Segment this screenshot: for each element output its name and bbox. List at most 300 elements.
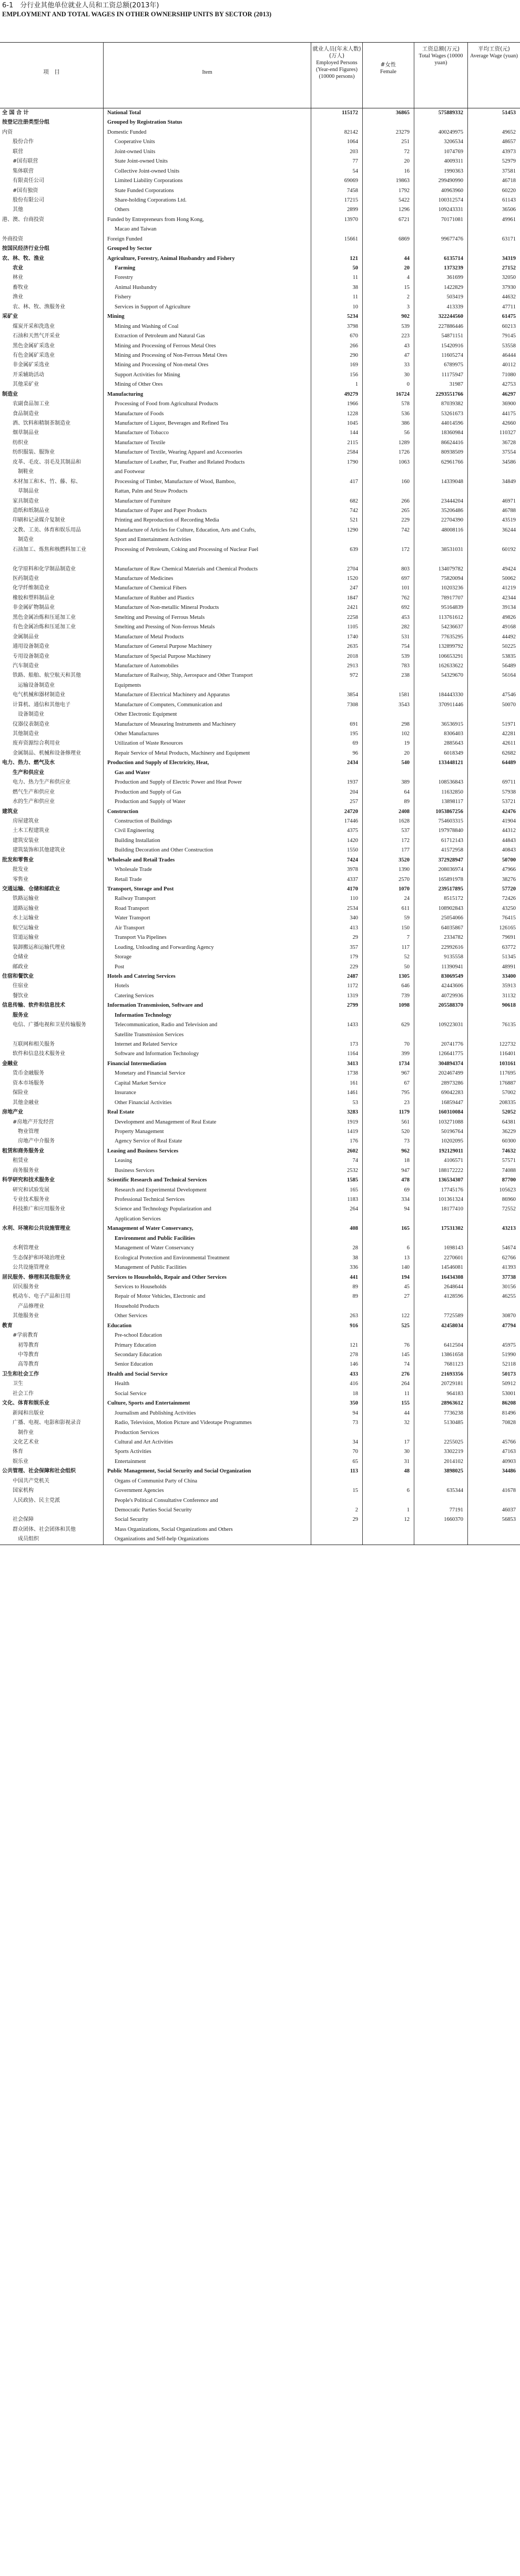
row-label-cn: 化学原料和化学制品制造业 xyxy=(7,566,76,572)
employed-value: 639 xyxy=(350,546,358,553)
row-label-cn: 农副食品加工业 xyxy=(7,401,49,407)
table-row xyxy=(0,1321,520,1331)
average-wage-value: 34486 xyxy=(502,1468,516,1475)
employed-value: 290 xyxy=(350,352,358,358)
total-wages-value: 6018349 xyxy=(444,750,463,756)
total-wages-value: 40729936 xyxy=(441,993,463,999)
row-label-en: Domestic Funded xyxy=(107,129,147,135)
average-wage-value: 56164 xyxy=(502,673,516,679)
average-wage-value: 54674 xyxy=(502,1245,516,1251)
row-label-cn: #房地产开发经营 xyxy=(7,1119,54,1125)
table-row xyxy=(0,244,520,254)
table-row xyxy=(0,1205,520,1214)
employed-value: 94 xyxy=(352,1410,358,1416)
table-row xyxy=(0,118,520,127)
average-wage-value: 36900 xyxy=(502,401,516,407)
female-value: 783 xyxy=(401,663,410,669)
employed-value: 2584 xyxy=(347,449,358,456)
table-row xyxy=(0,1457,520,1467)
employed-value: 1183 xyxy=(347,1197,358,1202)
total-wages-value: 54871151 xyxy=(441,333,463,339)
row-label-en: Entertainment xyxy=(115,1458,146,1465)
total-wages-value: 635344 xyxy=(446,1488,463,1494)
average-wage-value: 37930 xyxy=(502,284,516,290)
average-wage-value: 41904 xyxy=(502,818,516,824)
table-row xyxy=(0,1011,520,1020)
table-row xyxy=(0,797,520,807)
female-value: 1390 xyxy=(399,867,410,873)
total-wages-value: 83069549 xyxy=(441,973,463,979)
employed-value: 38 xyxy=(352,1255,358,1261)
average-wage-value: 44632 xyxy=(502,294,516,300)
average-wage-value: 36506 xyxy=(502,207,516,213)
table-row xyxy=(0,826,520,836)
row-label-cn: 保险业 xyxy=(7,1090,28,1096)
female-value: 697 xyxy=(401,576,410,582)
row-label-en: Manufacture of Special Purpose Machinery xyxy=(115,653,211,659)
row-label-en: Mining and Processing of Non-Ferrous Metal Ores xyxy=(115,352,228,358)
employed-value: 15 xyxy=(352,1488,358,1494)
employed-value: 742 xyxy=(350,507,358,514)
average-wage-value: 37738 xyxy=(502,1274,516,1280)
employed-value: 1228 xyxy=(347,410,358,417)
table-row xyxy=(0,467,520,477)
average-wage-value: 39134 xyxy=(502,605,516,611)
row-label-cn: 软件和信息技术服务业 xyxy=(7,1051,65,1057)
table-row xyxy=(0,894,520,904)
row-label-cn: 公共设施管理业 xyxy=(7,1265,49,1271)
total-wages-value: 61712143 xyxy=(441,837,463,844)
employed-value: 1 xyxy=(355,382,358,388)
row-label-cn: 住宿业 xyxy=(7,983,28,989)
female-value: 155 xyxy=(401,1400,410,1407)
row-label-cn: 建筑业 xyxy=(2,808,18,815)
row-label-en: Foreign Funded xyxy=(107,236,142,242)
title-english: EMPLOYMENT AND TOTAL WAGES IN OTHER OWNERSHIP UNITS BY SECTOR (2013) xyxy=(2,11,272,18)
employed-value: 110 xyxy=(350,896,358,902)
table-row xyxy=(0,322,520,332)
employed-value: 1966 xyxy=(347,401,358,407)
average-wage-value: 45766 xyxy=(502,1439,516,1445)
employed-value: 1433 xyxy=(347,1022,358,1028)
average-wage-value: 50700 xyxy=(502,857,516,863)
employed-value: 257 xyxy=(350,799,358,805)
header-employed-en: Employed Persons (Year-end Figures) (10000 persons) xyxy=(316,60,358,79)
row-label-en: Manufacture of Articles for Culture, Education, Arts and Crafts, xyxy=(115,527,256,533)
row-label-cn: 邮政业 xyxy=(7,964,28,970)
row-label-cn: 教育 xyxy=(2,1322,13,1329)
row-label-en: Construction of Buildings xyxy=(115,818,172,824)
row-label-cn: 国家机构 xyxy=(7,1488,34,1494)
female-value: 165 xyxy=(401,1226,410,1232)
average-wage-value: 57002 xyxy=(502,1090,516,1096)
table-row xyxy=(0,225,520,234)
female-value: 2408 xyxy=(399,808,410,815)
average-wage-value: 46255 xyxy=(502,1294,516,1300)
total-wages-value: 22992616 xyxy=(441,944,463,950)
row-label-cn: 有限责任公司 xyxy=(7,178,44,184)
row-label-cn: 农、林、牧、渔业 xyxy=(2,255,44,262)
table-row xyxy=(0,360,520,370)
employed-value: 115172 xyxy=(342,110,358,116)
table-row xyxy=(0,991,520,1001)
female-value: 1179 xyxy=(399,1109,410,1116)
average-wage-value: 48657 xyxy=(502,139,516,145)
employed-value: 176 xyxy=(350,1138,358,1145)
female-value: 6 xyxy=(406,1245,410,1251)
employed-value: 1164 xyxy=(347,1051,358,1057)
row-label-cn: 通用设备制造业 xyxy=(7,644,49,650)
female-value: 30 xyxy=(404,372,410,378)
table-row xyxy=(0,836,520,846)
employed-value: 1419 xyxy=(347,1128,358,1135)
header-item-cn xyxy=(0,43,103,108)
total-wages-value: 7736238 xyxy=(444,1410,463,1416)
total-wages-value: 44014596 xyxy=(441,420,463,426)
total-wages-value: 133448121 xyxy=(438,760,463,766)
total-wages-value: 48008116 xyxy=(441,527,463,533)
table-row xyxy=(0,1118,520,1127)
table-row xyxy=(0,1001,520,1010)
employed-value: 18 xyxy=(352,1390,358,1397)
table-row xyxy=(0,642,520,651)
female-value: 3520 xyxy=(399,857,410,863)
row-label-cn: 皮革、毛皮、羽毛及其制品和 xyxy=(7,459,81,465)
employed-value: 3798 xyxy=(347,323,358,329)
female-value: 1063 xyxy=(399,459,410,465)
table-row xyxy=(0,914,520,923)
female-value: 36865 xyxy=(395,110,410,116)
table-row xyxy=(0,351,520,360)
table-row xyxy=(0,215,520,225)
female-value: 739 xyxy=(401,993,410,999)
female-value: 6869 xyxy=(399,236,410,242)
employed-value: 4375 xyxy=(347,828,358,834)
row-label-cn: 石油加工、炼焦和核燃料加工业 xyxy=(7,546,86,553)
average-wage-value: 30870 xyxy=(502,1313,516,1319)
table-row xyxy=(0,108,520,118)
table-row xyxy=(0,739,520,748)
female-value: 13 xyxy=(404,1255,410,1261)
row-label-cn: 生产和供应业 xyxy=(7,769,44,776)
employed-value: 972 xyxy=(350,673,358,679)
total-wages-value: 54236637 xyxy=(441,624,463,630)
row-label-cn: 其他 xyxy=(7,207,23,213)
table-row xyxy=(0,584,520,593)
total-wages-value: 10202095 xyxy=(441,1138,463,1145)
row-label-en: Mining and Processing of Non-metal Ores xyxy=(115,362,209,368)
total-wages-value: 11632850 xyxy=(441,789,463,795)
row-label-en: Wholesale and Retail Trades xyxy=(107,857,175,863)
row-label-en: Information Technology xyxy=(115,1012,172,1018)
total-wages-value: 53261673 xyxy=(441,410,463,417)
employed-value: 70 xyxy=(352,1449,358,1455)
female-value: 20 xyxy=(404,265,410,271)
employed-value: 433 xyxy=(350,1371,358,1377)
average-wage-value: 52118 xyxy=(502,1361,516,1368)
average-wage-value: 63171 xyxy=(502,236,516,242)
total-wages-value: 165891978 xyxy=(438,876,463,883)
row-label-en: Hotels and Catering Services xyxy=(107,973,176,979)
table-row xyxy=(0,963,520,972)
row-label-cn: 房地产业 xyxy=(2,1109,23,1116)
row-label-cn: 租赁和商务服务业 xyxy=(2,1148,44,1154)
female-value: 20 xyxy=(404,750,410,756)
row-label-cn: 内资 xyxy=(2,129,13,135)
total-wages-value: 106653291 xyxy=(438,653,463,659)
average-wage-value: 208335 xyxy=(499,1099,516,1106)
average-wage-value: 49168 xyxy=(502,624,516,630)
row-label-cn: 体育 xyxy=(7,1449,23,1455)
employed-value: 263 xyxy=(350,1313,358,1319)
employed-value: 2799 xyxy=(347,1003,358,1009)
total-wages-value: 103271088 xyxy=(438,1119,463,1125)
table-row xyxy=(0,254,520,264)
total-wages-value: 6789975 xyxy=(444,362,463,368)
row-label-en: Manufacture of General Purpose Machinery xyxy=(115,644,212,650)
table-row xyxy=(0,633,520,642)
female-value: 540 xyxy=(401,760,410,766)
table-row xyxy=(0,904,520,914)
average-wage-value: 40112 xyxy=(502,362,516,368)
average-wage-value: 30156 xyxy=(502,1284,516,1290)
table-row xyxy=(0,1302,520,1311)
average-wage-value: 34319 xyxy=(502,255,516,262)
female-value: 229 xyxy=(401,517,410,524)
employed-value: 3854 xyxy=(347,692,358,698)
row-label-en: Professional Technical Services xyxy=(115,1197,185,1202)
female-value: 1 xyxy=(406,1507,410,1513)
table-row xyxy=(0,545,520,555)
table-row xyxy=(0,856,520,865)
female-value: 251 xyxy=(401,139,410,145)
table-row xyxy=(0,1515,520,1525)
average-wage-value: 47163 xyxy=(502,1449,516,1455)
female-value: 172 xyxy=(401,837,410,844)
female-value: 520 xyxy=(401,1128,410,1135)
female-value: 5422 xyxy=(399,197,410,203)
average-wage-value: 36244 xyxy=(502,527,516,533)
row-label-en: Support Activities for Mining xyxy=(115,372,180,378)
average-wage-value: 57938 xyxy=(502,789,516,795)
average-wage-value: 46788 xyxy=(502,507,516,514)
table-row xyxy=(0,380,520,389)
female-value: 7 xyxy=(406,935,410,941)
employed-value: 17215 xyxy=(344,197,358,203)
female-value: 69 xyxy=(404,1187,410,1193)
row-label-cn: 非金属矿采选业 xyxy=(7,362,49,368)
average-wage-value: 31132 xyxy=(502,993,516,999)
total-wages-value: 78917707 xyxy=(441,595,463,601)
row-label-cn: 全 国 合 计 xyxy=(2,110,29,116)
total-wages-value: 20729181 xyxy=(441,1381,463,1387)
row-label-cn: 外商投资 xyxy=(2,236,23,242)
table-row xyxy=(0,1244,520,1253)
total-wages-value: 208036974 xyxy=(438,867,463,873)
employed-value: 2532 xyxy=(347,1167,358,1174)
female-value: 64 xyxy=(404,789,410,795)
row-label-cn: 管道运输业 xyxy=(7,935,39,941)
employed-value: 77 xyxy=(352,158,358,165)
employed-value: 1790 xyxy=(347,459,358,465)
total-wages-value: 1053867256 xyxy=(435,808,463,815)
total-wages-value: 2270601 xyxy=(444,1255,463,1261)
table-row xyxy=(0,652,520,661)
table-row xyxy=(0,1486,520,1496)
total-wages-value: 13861658 xyxy=(441,1352,463,1358)
table-row xyxy=(0,1273,520,1282)
row-label-cn: 互联网和相关服务 xyxy=(7,1041,55,1047)
employed-value: 73 xyxy=(352,1420,358,1426)
table-row xyxy=(0,768,520,778)
row-label-cn: 社会工作 xyxy=(7,1390,34,1397)
average-wage-value: 37554 xyxy=(502,449,516,456)
total-wages-value: 160310084 xyxy=(438,1109,463,1116)
row-label-cn: 商务服务业 xyxy=(7,1167,39,1174)
employed-value: 1740 xyxy=(347,634,358,640)
average-wage-value: 81496 xyxy=(502,1410,516,1416)
total-wages-value: 188172222 xyxy=(438,1167,463,1174)
row-label-en: Railway Transport xyxy=(115,896,156,902)
employed-value: 1461 xyxy=(347,1090,358,1096)
row-label-en: Joint-owned Units xyxy=(115,148,156,155)
row-label-cn: 制造业 xyxy=(7,537,34,543)
row-label-en: Gas and Water xyxy=(115,769,150,776)
average-wage-value: 52052 xyxy=(502,1109,516,1116)
female-value: 27 xyxy=(404,1294,410,1300)
female-value: 48 xyxy=(404,1468,410,1475)
table-row xyxy=(0,1399,520,1408)
total-wages-value: 25054066 xyxy=(441,915,463,921)
table-row xyxy=(0,788,520,797)
employed-value: 413 xyxy=(350,925,358,931)
row-label-cn: 房屋建筑业 xyxy=(7,818,39,824)
table-row xyxy=(0,1030,520,1040)
female-value: 11 xyxy=(404,1390,410,1397)
row-label-en: Others xyxy=(115,207,129,213)
total-wages-value: 23444204 xyxy=(441,498,463,504)
table-row xyxy=(0,749,520,758)
total-wages-value: 575889332 xyxy=(438,110,463,116)
row-label-en: Grouped by Registration Status xyxy=(107,119,182,126)
table-row xyxy=(0,448,520,457)
female-value: 12 xyxy=(404,1517,410,1523)
total-wages-value: 2014102 xyxy=(444,1458,463,1465)
female-value: 478 xyxy=(401,1177,410,1184)
row-label-en: Other Financial Activities xyxy=(115,1099,172,1106)
row-label-en: Smelting and Pressing of Ferrous Metals xyxy=(115,614,205,620)
row-label-cn: 农、林、牧、渔服务业 xyxy=(7,304,65,310)
row-label-cn: 渔业 xyxy=(7,294,23,300)
row-label-cn: 汽车制造业 xyxy=(7,663,39,669)
employed-value: 96 xyxy=(352,750,358,756)
table-header xyxy=(0,42,520,108)
female-value: 2570 xyxy=(399,876,410,883)
row-label-cn: 交通运输、仓储和邮政业 xyxy=(2,886,60,892)
employed-value: 1919 xyxy=(347,1119,358,1125)
average-wage-value: 43519 xyxy=(502,517,516,524)
table-row xyxy=(0,817,520,826)
row-label-cn: 非金属矿物制品业 xyxy=(7,605,55,611)
row-label-en: Services in Support of Agriculture xyxy=(115,304,191,310)
row-label-en: Manufacture of Medicines xyxy=(115,576,174,582)
table-row xyxy=(0,235,520,244)
employed-value: 416 xyxy=(350,1381,358,1387)
row-label-en: Grouped by Sector xyxy=(107,246,152,252)
female-value: 6721 xyxy=(399,216,410,223)
average-wage-value: 51345 xyxy=(502,954,516,960)
employed-value: 82142 xyxy=(344,129,358,135)
row-label-cn: 初等教育 xyxy=(7,1342,39,1348)
average-wage-value: 42344 xyxy=(502,595,516,601)
table-row xyxy=(0,535,520,545)
table-row xyxy=(0,1263,520,1272)
employed-value: 357 xyxy=(350,944,358,950)
table-row xyxy=(0,1186,520,1195)
table-row xyxy=(0,1360,520,1369)
row-label-en: Other Manufactures xyxy=(115,731,159,737)
table-row xyxy=(0,1438,520,1447)
table-row xyxy=(0,953,520,962)
row-label-en: Smelting and Pressing of Non-ferrous Metals xyxy=(115,624,215,630)
row-label-cn: 金属制品业 xyxy=(7,634,39,640)
female-value: 31 xyxy=(404,1458,410,1465)
row-label-cn: 居民服务、修理和其他服务业 xyxy=(2,1274,70,1280)
total-wages-value: 87039382 xyxy=(441,401,463,407)
table-row xyxy=(0,332,520,341)
row-label-cn: 纺织服装、服饰业 xyxy=(7,449,55,456)
employed-value: 1045 xyxy=(347,420,358,426)
row-label-en: Senior Education xyxy=(115,1361,153,1368)
female-value: 45 xyxy=(404,1284,410,1290)
header-average-wage-cn: 平均工资(元) xyxy=(478,46,510,52)
average-wage-value: 47794 xyxy=(502,1322,516,1329)
row-label-en: Processing of Food from Agricultural Products xyxy=(115,401,218,407)
table-row xyxy=(0,1311,520,1321)
female-value: 1628 xyxy=(399,818,410,824)
total-wages-value: 202467499 xyxy=(438,1070,463,1077)
total-wages-value: 64035867 xyxy=(441,925,463,931)
row-label-en: Insurance xyxy=(115,1090,136,1096)
female-value: 19863 xyxy=(395,178,410,184)
female-value: 160 xyxy=(401,478,410,485)
female-value: 67 xyxy=(404,1080,410,1086)
female-value: 19 xyxy=(404,740,410,747)
table-row xyxy=(0,1224,520,1234)
total-wages-value: 9135558 xyxy=(444,954,463,960)
total-wages-value: 299490990 xyxy=(438,178,463,184)
employed-value: 521 xyxy=(350,517,358,524)
row-label-en: Manufacture of Non-metallic Mineral Products xyxy=(115,605,219,611)
total-wages-value: 3302219 xyxy=(444,1449,463,1455)
female-value: 44 xyxy=(404,1410,410,1416)
average-wage-value: 79691 xyxy=(502,935,516,941)
employed-value: 50 xyxy=(352,265,358,271)
average-wage-value: 44492 xyxy=(502,634,516,640)
employed-value: 417 xyxy=(350,478,358,485)
table-row xyxy=(0,1428,520,1438)
employed-value: 278 xyxy=(350,1352,358,1358)
female-value: 20 xyxy=(404,158,410,165)
table-row xyxy=(0,1156,520,1166)
average-wage-value: 72552 xyxy=(502,1206,516,1212)
row-label-en: Leasing xyxy=(115,1158,132,1164)
row-label-en: Research and Experimental Development xyxy=(115,1187,207,1193)
row-label-cn: 服务业 xyxy=(7,1012,28,1018)
row-label-cn: 水利、环境和公共设施管理业 xyxy=(2,1226,70,1232)
table-row xyxy=(0,1166,520,1176)
total-wages-value: 361699 xyxy=(446,275,463,281)
